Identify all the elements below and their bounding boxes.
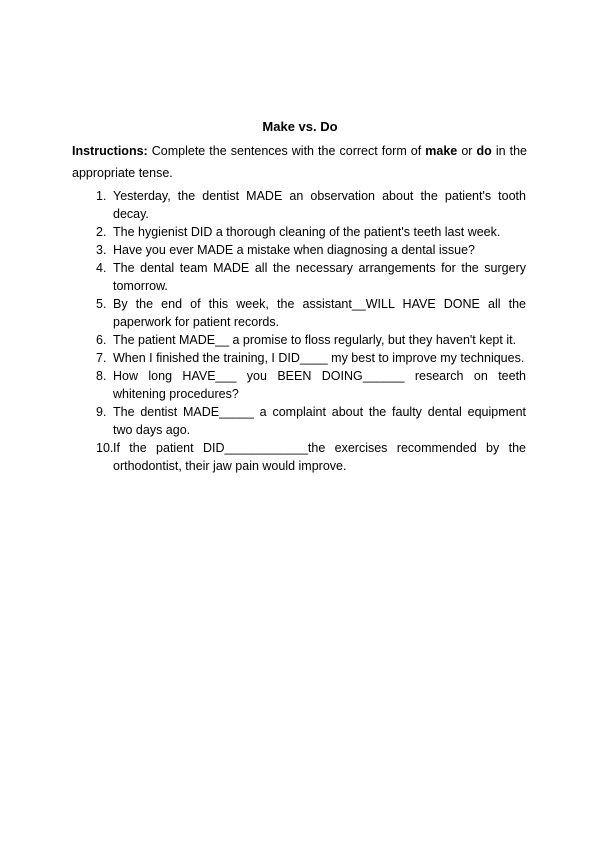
exercise-number: 6. xyxy=(96,333,107,347)
exercise-text: Have you ever MADE a mistake when diagnosing a dental issue? xyxy=(113,243,476,257)
exercise-number: 1. xyxy=(96,189,107,203)
exercise-text: The hygienist DID a thorough cleaning of the patient's teeth last week. xyxy=(113,225,501,239)
exercise-text: If the patient DID____________the exercises recommended by the orthodontist, their jaw pain would improve. xyxy=(113,441,526,473)
exercise-item-5 xyxy=(96,295,526,331)
keyword-do: do xyxy=(476,144,492,158)
instructions-text-before: Complete the sentences with the correct form of xyxy=(147,144,426,158)
exercise-text: When I finished the training, I DID____ my best to improve my techniques. xyxy=(113,351,525,365)
exercise-text: The dental team MADE all the necessary arrangements for the surgery tomorrow. xyxy=(113,261,526,293)
exercise-number: 4. xyxy=(96,261,107,275)
exercise-item-1 xyxy=(96,187,526,223)
exercise-number: 8. xyxy=(96,369,107,383)
exercise-text: How long HAVE___ you BEEN DOING______ research on teeth whitening procedures? xyxy=(113,369,526,401)
exercise-item-3 xyxy=(96,241,526,259)
exercise-text: The dentist MADE_____ a complaint about the faulty dental equipment two days ago. xyxy=(113,405,526,437)
instructions-paragraph xyxy=(72,140,527,184)
exercise-item-6 xyxy=(96,331,526,349)
exercise-item-9 xyxy=(96,403,526,439)
exercise-number: 7. xyxy=(96,351,107,365)
exercise-number: 2. xyxy=(96,225,107,239)
exercise-item-8 xyxy=(96,367,526,403)
instructions-text-after: in the appropriate tense. xyxy=(72,144,527,180)
instructions-text-or: or xyxy=(457,144,477,158)
exercise-text: Yesterday, the dentist MADE an observation about the patient's tooth decay. xyxy=(113,189,526,221)
exercise-item-4 xyxy=(96,259,526,295)
exercise-number: 3. xyxy=(96,243,107,257)
document-title: Make vs. Do xyxy=(262,119,338,134)
exercise-text: By the end of this week, the assistant__WILL HAVE DONE all the paperwork for patient records. xyxy=(113,297,526,329)
exercise-number: 10. xyxy=(96,441,114,455)
exercise-list xyxy=(96,187,526,475)
exercise-item-2 xyxy=(96,223,526,241)
exercise-item-7 xyxy=(96,349,526,367)
exercise-item-10 xyxy=(96,439,526,475)
exercise-number: 9. xyxy=(96,405,107,419)
exercise-number: 5. xyxy=(96,297,107,311)
keyword-make: make xyxy=(425,144,458,158)
exercise-text: The patient MADE__ a promise to floss regularly, but they haven't kept it. xyxy=(113,333,517,347)
instructions-label: Instructions: xyxy=(72,144,148,158)
